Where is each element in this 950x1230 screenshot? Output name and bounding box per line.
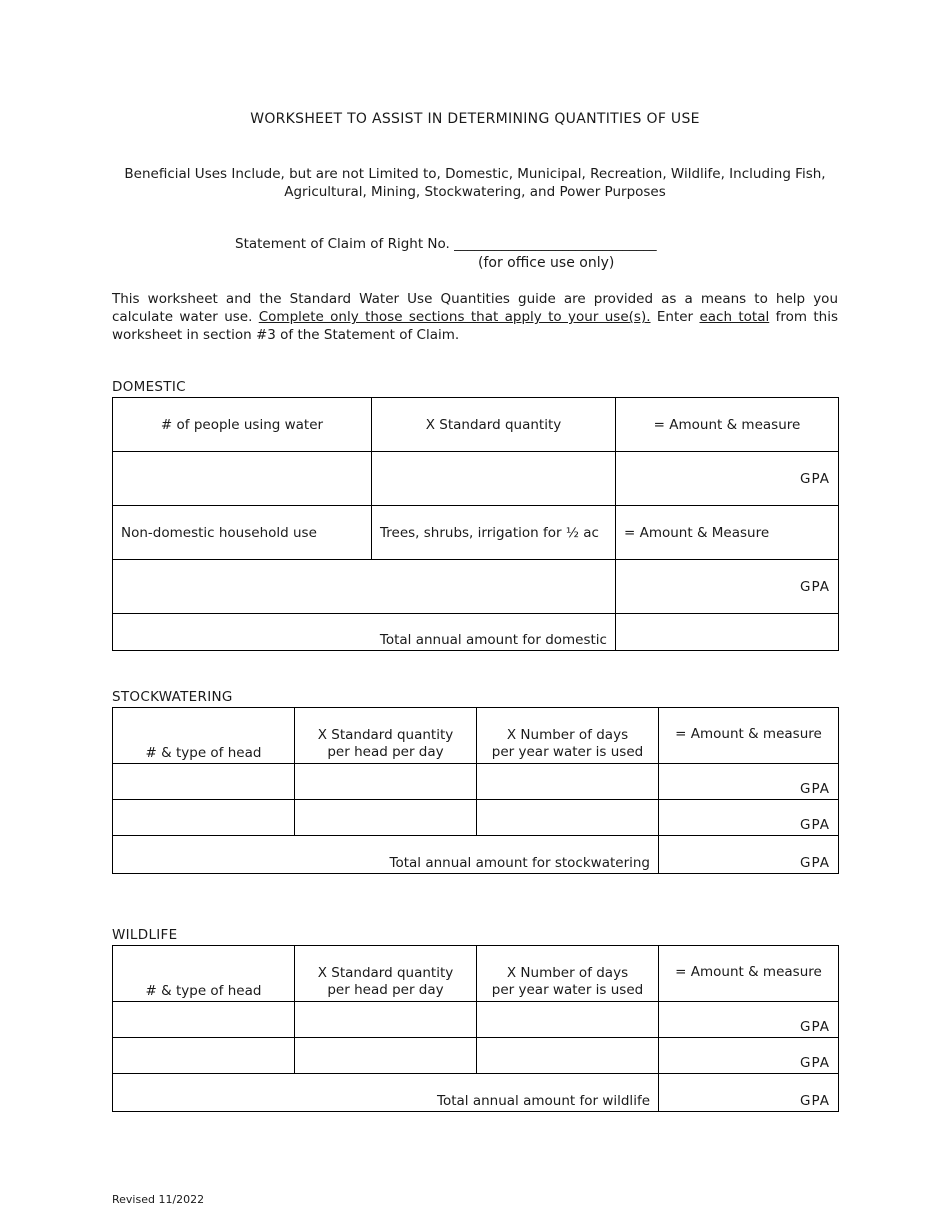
wildlife-entry-row-1	[113, 1002, 839, 1038]
stockwatering-days-input-2[interactable]	[477, 800, 659, 836]
wildlife-head-input-1[interactable]	[113, 1002, 295, 1038]
wildlife-header-row	[113, 946, 839, 1002]
trees-shrubs-irrigation-label: Trees, shrubs, irrigation for ½ ac	[372, 506, 616, 560]
stockwatering-gpa-unit-1: GPA	[800, 781, 830, 797]
nondomestic-use-input[interactable]	[113, 560, 616, 614]
wildlife-days-input-2[interactable]	[477, 1038, 659, 1074]
wildlife-days-line2: per year water is used	[491, 982, 644, 998]
stockwatering-amount-input-1[interactable]	[659, 764, 839, 800]
wildlife-table	[112, 945, 839, 1112]
stockwatering-col-standard-quantity	[295, 708, 477, 764]
domestic-amount-input[interactable]	[616, 452, 839, 506]
wildlife-amount-input-2[interactable]	[659, 1038, 839, 1074]
domestic-col-standard-quantity: X Standard quantity	[372, 398, 616, 452]
page-title: WORKSHEET TO ASSIST IN DETERMINING QUANTITIES OF USE	[250, 111, 700, 127]
stockwatering-entry-row-1	[113, 764, 839, 800]
domestic-header-row	[113, 398, 839, 452]
intro-instruction-underlined: Complete only those sections that apply to your use(s).	[258, 309, 651, 325]
wildlife-col-standard-quantity	[295, 946, 477, 1002]
wildlife-head-input-2[interactable]	[113, 1038, 295, 1074]
wildlife-total-input[interactable]	[659, 1074, 839, 1112]
claim-number-label: Statement of Claim of Right No.	[235, 236, 450, 252]
stockwatering-days-line1: X Number of days	[506, 727, 629, 743]
domestic-standard-quantity-input[interactable]	[372, 452, 616, 506]
domestic-gpa-unit: GPA	[800, 470, 830, 487]
stockwatering-quantity-input-1[interactable]	[295, 764, 477, 800]
claim-number-blank[interactable]: ______________________________	[454, 236, 657, 252]
revision-date: Revised 11/2022	[112, 1193, 205, 1206]
domestic-col-people: # of people using water	[113, 398, 372, 452]
subtitle-line-2: Agricultural, Mining, Stockwatering, and Power Purposes	[284, 184, 666, 200]
stockwatering-total-input[interactable]	[659, 836, 839, 874]
stockwatering-section-label: STOCKWATERING	[112, 689, 233, 705]
domestic-nondomestic-entry-row	[113, 560, 839, 614]
domestic-people-input[interactable]	[113, 452, 372, 506]
stockwatering-entry-row-2	[113, 800, 839, 836]
stockwatering-total-label: Total annual amount for stockwatering	[113, 836, 659, 874]
intro-text-1: This worksheet and the Standard Water Use Quantities guide are provided as a means to help you calculate water use.	[112, 291, 838, 325]
wildlife-total-gpa-unit: GPA	[800, 1093, 830, 1109]
stockwatering-days-line2: per year water is used	[491, 744, 644, 760]
intro-each-total-underlined: each total	[699, 309, 770, 325]
nondomestic-gpa-unit: GPA	[800, 578, 830, 595]
wildlife-col-days	[477, 946, 659, 1002]
nondomestic-amount-measure-label: = Amount & Measure	[616, 506, 839, 560]
stockwatering-col-amount-measure: = Amount & measure	[659, 708, 839, 764]
office-use-note: (for office use only)	[478, 255, 615, 271]
stockwatering-days-input-1[interactable]	[477, 764, 659, 800]
domestic-total-row	[113, 614, 839, 651]
intro-text-2: Enter	[650, 309, 700, 325]
intro-text-3: from this worksheet in section #3 of the Statement of Claim.	[112, 309, 838, 343]
wildlife-days-input-1[interactable]	[477, 1002, 659, 1038]
wildlife-days-line1: X Number of days	[506, 965, 629, 981]
wildlife-col-head: # & type of head	[113, 946, 295, 1002]
wildlife-gpa-unit-1: GPA	[800, 1019, 830, 1035]
wildlife-quantity-input-2[interactable]	[295, 1038, 477, 1074]
domestic-nondomestic-header-row	[113, 506, 839, 560]
stockwatering-quantity-input-2[interactable]	[295, 800, 477, 836]
domestic-section-label: DOMESTIC	[112, 379, 186, 395]
domestic-table	[112, 397, 839, 651]
domestic-total-input[interactable]	[616, 614, 839, 651]
stockwatering-standard-quantity-line2: per head per day	[327, 744, 444, 760]
wildlife-amount-input-1[interactable]	[659, 1002, 839, 1038]
domestic-total-label: Total annual amount for domestic	[113, 614, 616, 651]
stockwatering-standard-quantity-line1: X Standard quantity	[317, 727, 454, 743]
stockwatering-col-days	[477, 708, 659, 764]
wildlife-section-label: WILDLIFE	[112, 927, 178, 943]
stockwatering-head-input-2[interactable]	[113, 800, 295, 836]
wildlife-total-row	[113, 1074, 839, 1112]
stockwatering-total-row	[113, 836, 839, 874]
wildlife-standard-quantity-line2: per head per day	[327, 982, 444, 998]
domestic-entry-row	[113, 452, 839, 506]
wildlife-standard-quantity-line1: X Standard quantity	[317, 965, 454, 981]
stockwatering-gpa-unit-2: GPA	[800, 817, 830, 833]
domestic-col-amount-measure: = Amount & measure	[616, 398, 839, 452]
beneficial-uses-subtitle	[112, 165, 838, 201]
stockwatering-table	[112, 707, 839, 874]
nondomestic-household-use-label: Non-domestic household use	[113, 506, 372, 560]
stockwatering-head-input-1[interactable]	[113, 764, 295, 800]
intro-paragraph	[112, 290, 838, 344]
stockwatering-header-row	[113, 708, 839, 764]
stockwatering-col-head: # & type of head	[113, 708, 295, 764]
subtitle-line-1: Beneficial Uses Include, but are not Limited to, Domestic, Municipal, Recreation, Wildlife, Including Fish,	[124, 166, 826, 182]
wildlife-col-amount-measure: = Amount & measure	[659, 946, 839, 1002]
stockwatering-amount-input-2[interactable]	[659, 800, 839, 836]
wildlife-total-label: Total annual amount for wildlife	[113, 1074, 659, 1112]
wildlife-gpa-unit-2: GPA	[800, 1055, 830, 1071]
wildlife-quantity-input-1[interactable]	[295, 1002, 477, 1038]
nondomestic-amount-input[interactable]	[616, 560, 839, 614]
claim-number-line	[235, 236, 657, 252]
wildlife-entry-row-2	[113, 1038, 839, 1074]
stockwatering-total-gpa-unit: GPA	[800, 855, 830, 871]
